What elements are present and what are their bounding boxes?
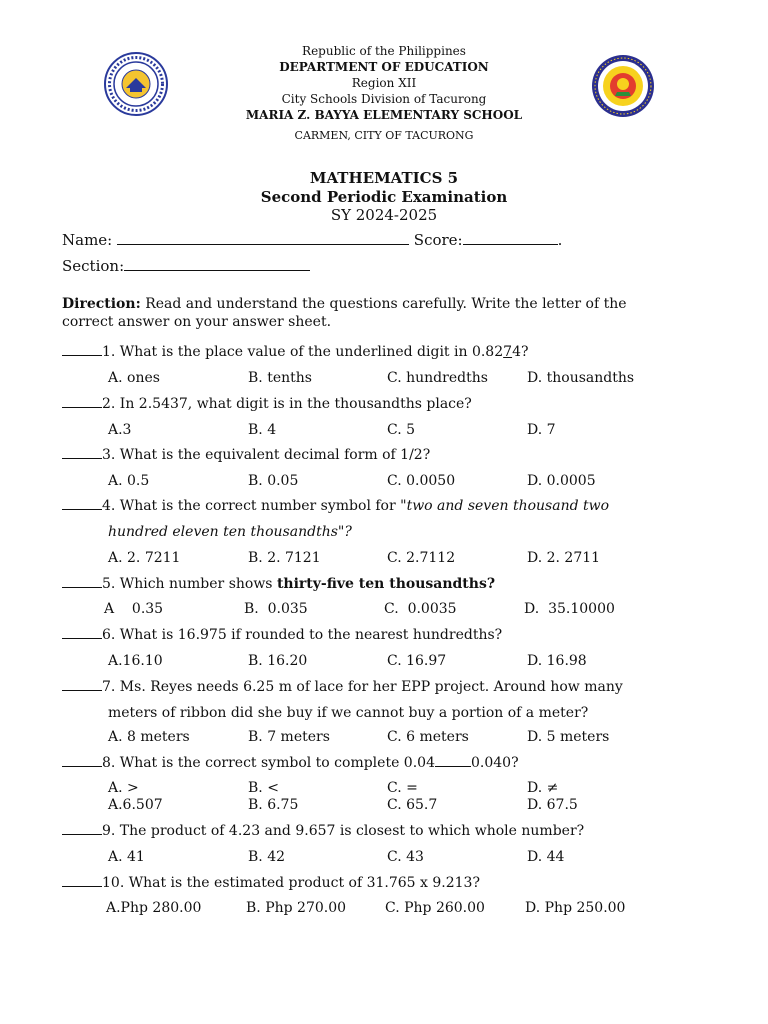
answer-blank[interactable] [62,765,102,767]
choice-b: B. 2. 7121 [248,550,321,566]
answer-blank[interactable] [62,833,102,835]
choice-d: D. ≠ [527,780,559,796]
answer-blank[interactable] [62,457,102,459]
choice-b: B. 4 [248,422,277,438]
choice-b: B. Php 270.00 [246,900,347,916]
choice-c: C. 6 meters [387,729,469,745]
underlined-digit: 7 [503,344,513,360]
section-label: Section: [62,257,125,275]
question-text: 10. What is the estimated product of 31.765 x 9.213? [102,875,480,891]
question-2 [62,397,472,411]
question-4-line-2: hundred eleven ten thousandths"? [108,524,352,540]
question-text: 9. The product of 4.23 and 9.657 is closest to which whole number? [102,823,585,839]
question-italic-text: "two and seven thousand two [400,498,610,514]
direction-text: Read and understand the questions carefully. Write the letter of the [140,296,627,312]
question-1 [62,345,528,359]
question-text: 6. What is 16.975 if rounded to the nearest hundredths? [102,627,503,643]
header-division: City Schools Division of Tacurong [281,92,487,106]
choice-c: C. 0.0035 [384,601,457,617]
exam-title: Second Periodic Examination [260,188,508,206]
answer-blank[interactable] [62,406,102,408]
choice-d: D. 7 [527,422,556,438]
choice-d: D. Php 250.00 [525,900,626,916]
question-text-end: 0.040? [470,755,519,771]
choice-b: B. tenths [248,370,312,386]
choice-a: A. 0.5 [108,473,150,489]
choice-c: C. 5 [387,422,416,438]
choice-b: B. 0.05 [248,473,299,489]
choice-b: B. < [248,780,279,796]
answer-blank[interactable] [62,637,102,639]
score-end: . [557,231,563,249]
score-field[interactable] [463,243,558,245]
header-school: MARIA Z. BAYYA ELEMENTARY SCHOOL [245,108,523,122]
section-row [62,259,310,274]
exam-subject: MATHEMATICS 5 [309,169,459,187]
choice-c: C. Php 260.00 [385,900,485,916]
choice-d: D. 35.10000 [524,601,615,617]
choice-d: D. thousandths [527,370,635,386]
question-text-end: 4? [512,344,529,360]
choice-c: C. hundredths [387,370,488,386]
question-text: 2. In 2.5437, what digit is in the thousandths place? [102,396,472,412]
choice-d: D. 16.98 [527,653,587,669]
question-bold-text: thirty-five ten thousandths? [276,576,496,592]
choice-b: B. 16.20 [248,653,308,669]
choice-a: A. 8 meters [108,729,190,745]
section-field[interactable] [124,269,310,271]
answer-blank[interactable] [62,689,102,691]
header-region: Region XII [351,76,417,90]
symbol-blank[interactable] [435,765,471,767]
answer-blank[interactable] [62,354,102,356]
choice-a: A.3 [108,422,132,438]
choice-d: D. 5 meters [527,729,610,745]
question-9 [62,824,584,838]
answer-blank[interactable] [62,885,102,887]
choice-a: A 0.35 [104,601,164,617]
name-field[interactable] [117,243,409,245]
question-text: 4. What is the correct number symbol for [102,498,401,514]
direction [62,297,627,311]
question-7 [62,680,623,694]
choice-a: A. > [108,780,139,796]
question-4 [62,499,609,513]
question-8 [62,756,519,770]
choice-d: D. 2. 2711 [527,550,601,566]
question-10 [62,876,480,890]
answer-blank[interactable] [62,586,102,588]
choice-a: A. 41 [108,849,145,865]
extra-choice-b: B. 6.75 [248,797,299,813]
choice-b: B. 42 [248,849,286,865]
choice-a: A.Php 280.00 [106,900,202,916]
choice-c: C. 16.97 [387,653,447,669]
score-label: Score: [413,231,463,249]
choice-c: C. 43 [387,849,424,865]
extra-choice-d: D. 67.5 [527,797,578,813]
choice-b: B. 0.035 [244,601,308,617]
name-row [62,233,562,248]
school-year: SY 2024-2025 [330,206,438,224]
header-address: CARMEN, CITY OF TACURONG [294,129,474,142]
direction-text-2: correct answer on your answer sheet. [62,314,332,330]
question-3 [62,448,430,462]
choice-a: A. 2. 7211 [108,550,181,566]
answer-blank[interactable] [62,508,102,510]
question-6 [62,628,502,642]
choice-a: A. ones [108,370,160,386]
choice-c: C. = [387,780,418,796]
question-text: 8. What is the correct symbol to complete 0.04 [102,755,435,771]
extra-choice-c: C. 65.7 [387,797,438,813]
extra-choice-a: A.6.507 [108,797,163,813]
choice-c: C. 2.7112 [387,550,456,566]
question-5 [62,577,495,591]
header-department: DEPARTMENT OF EDUCATION [279,60,489,74]
question-text: 1. What is the place value of the underlined digit in 0.82 [102,344,504,360]
direction-label: Direction: [62,296,141,312]
choice-a: A.16.10 [108,653,163,669]
question-text: 3. What is the equivalent decimal form of 1/2? [102,447,431,463]
choice-d: D. 44 [527,849,565,865]
question-text: 7. Ms. Reyes needs 6.25 m of lace for her EPP project. Around how many [102,679,623,695]
name-label: Name: [62,231,113,249]
question-7-line-2: meters of ribbon did she buy if we cannot buy a portion of a meter? [108,705,589,721]
header-republic: Republic of the Philippines [302,44,466,58]
question-text: 5. Which number shows [102,576,277,592]
choice-b: B. 7 meters [248,729,330,745]
choice-d: D. 0.0005 [527,473,596,489]
choice-c: C. 0.0050 [387,473,456,489]
